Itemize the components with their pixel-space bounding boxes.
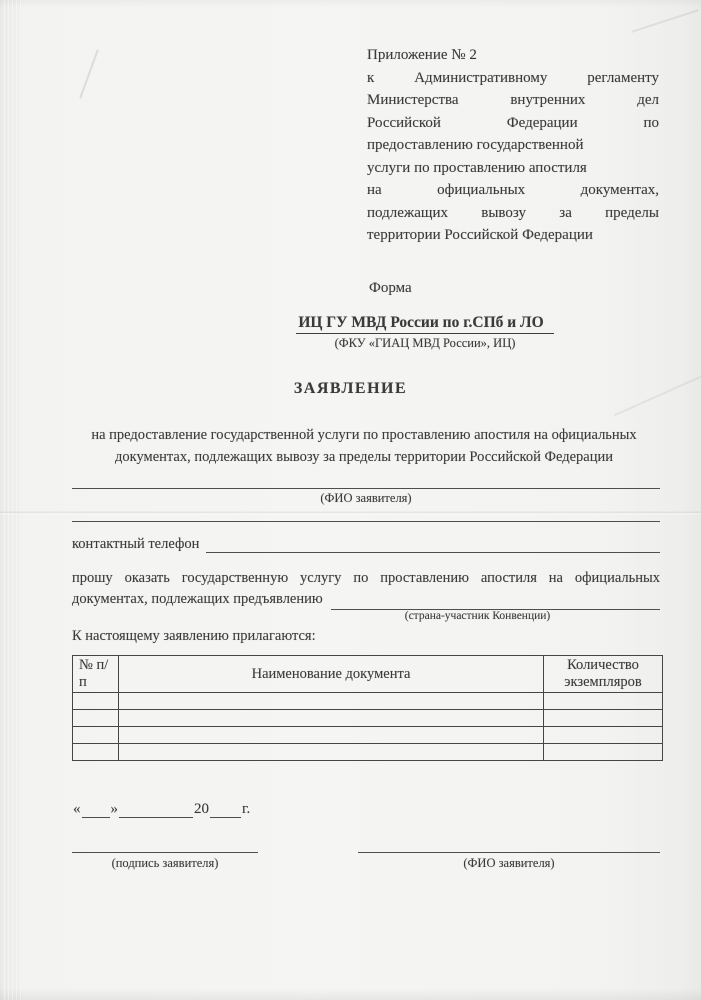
request-paragraph: [72, 568, 660, 610]
applicant-name-caption: (ФИО заявителя): [320, 491, 412, 505]
appendix-line: Министерства внутренних дел: [367, 92, 659, 108]
country-caption: (страна-участник Конвенции): [404, 610, 551, 622]
request-line-2: документах, подлежащих предъявлению: [72, 591, 323, 607]
open-quote: «: [73, 801, 81, 817]
close-quote: »: [110, 801, 118, 817]
appendix-header: [367, 44, 659, 247]
authority-block: [245, 314, 605, 351]
attachments-table: [72, 655, 663, 761]
appendix-line: на официальных документах,: [367, 182, 659, 198]
authority-name: ИЦ ГУ МВД России по г.СПб и ЛО: [296, 314, 553, 334]
intro-paragraph: на предоставление государственной услуги по проставлению апостиля на официальных документах, подлежащих вывозу за пределы территории Российской Федерации: [91, 427, 637, 465]
request-line-1: прошу оказать государственную услугу по проставлению апостиля на официальных: [72, 570, 660, 586]
signer-name-blank-line: [358, 836, 660, 853]
date-line: [72, 799, 251, 818]
document-title: ЗАЯВЛЕНИЕ: [293, 380, 408, 397]
contact-phone-blank-line: [206, 535, 660, 553]
applicant-name-blank-line: [72, 472, 660, 489]
signature-block: [72, 836, 258, 871]
appendix-line: подлежащих вывозу за пределы: [367, 204, 659, 221]
table-row: [73, 727, 663, 744]
signer-name-block: [358, 836, 660, 871]
table-header-row: [73, 656, 663, 693]
applicant-name-blank-line-2: [72, 505, 660, 522]
appendix-line: Приложение № 2: [367, 47, 477, 63]
form-label: Форма: [369, 280, 412, 296]
signature-blank-line: [72, 836, 258, 853]
appendix-line: Российской Федерации по: [367, 114, 659, 131]
appendix-line: предоставлению государственной: [367, 137, 584, 153]
scan-edge-streaks: [4, 0, 22, 1000]
day-blank-line: [82, 799, 110, 818]
year-century: 20: [194, 801, 209, 817]
year-blank-line: [210, 799, 241, 818]
signature-caption: (подпись заявителя): [111, 856, 219, 870]
contact-phone-row: [72, 535, 660, 553]
table-row: [73, 710, 663, 727]
attachments-label: К настоящему заявлению прилагаются:: [72, 628, 316, 644]
header-copy-count: Количество экземпляров: [544, 656, 663, 693]
table-row: [73, 693, 663, 710]
year-suffix: г.: [242, 801, 251, 817]
table-row: [73, 744, 663, 761]
appendix-line: к Административному регламенту: [367, 69, 659, 86]
month-blank-line: [119, 799, 193, 818]
authority-subtitle: (ФКУ «ГИАЦ МВД России», ИЦ): [334, 336, 516, 350]
paper-crease: [79, 49, 99, 99]
header-document-name: Наименование документа: [119, 656, 544, 693]
contact-phone-label: контактный телефон: [72, 536, 200, 552]
appendix-line: территории Российской Федерации: [367, 227, 593, 243]
header-number: № п/п: [73, 656, 119, 693]
paper-crease: [631, 9, 698, 32]
country-blank-line: [331, 589, 660, 610]
appendix-line: услуги по проставлению апостиля: [367, 159, 587, 176]
signer-name-caption: (ФИО заявителя): [463, 856, 555, 870]
